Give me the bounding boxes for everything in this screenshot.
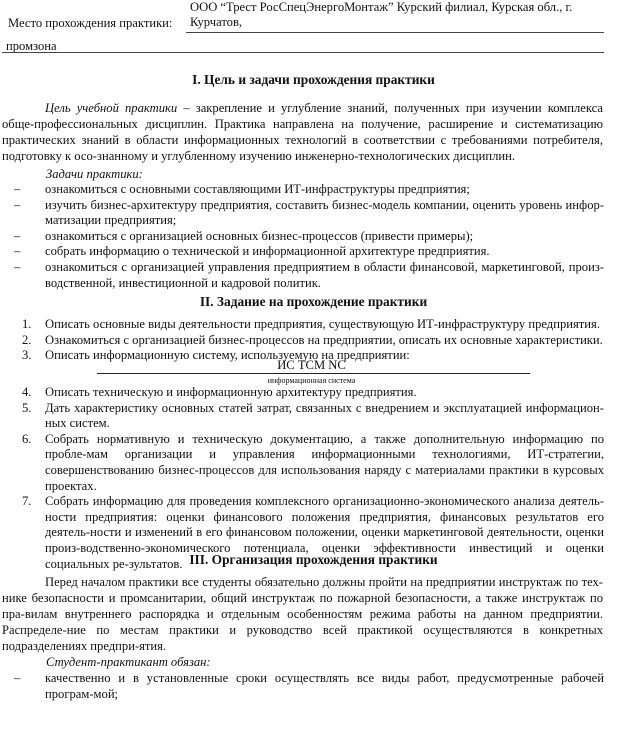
duties-list xyxy=(14,671,604,702)
goal-paragraph xyxy=(2,100,603,164)
organization-paragraph: Перед началом практики все студенты обязательно должны пройти на предприятии инструктаж по тех-нике безопасности и промсанитарии, общий инструктаж по пожарной безопасности, а также инструктаж по пра-вилам внутреннего распорядка и отдельным особенностям режима работы на данном предприятии. Распределе-ние по местам практики и руководство всей практикой осуществляются в конкретных подразделениях предпри-ятия. xyxy=(2,575,603,653)
list-item: – ознакомиться с основными составляющими ИТ-инфраструктуры предприятия; xyxy=(14,182,470,196)
tasks-label: Задачи практики: xyxy=(46,167,143,181)
list-item: 6. Собрать нормативную и техническую документацию, а также дополнительную информацию по пробле-мам организации и управления информационными технологиями, ИТ-стратегии, совершенствованию бизнес-процессов для использования наряду с материалами практики в курсовых проектах. xyxy=(22,431,604,493)
list-item: – изучить бизнес-архитектуру предприятия, составить бизнес-модель компании, оценить уровень инфор-матизации предприятия; xyxy=(14,197,604,228)
list-item: 2. Ознакомиться с организацией бизнес-процессов на предприятии, описать их основные характеристики. xyxy=(22,332,603,347)
list-item: – собрать информацию о технической и информационной архитектуре предприятия. xyxy=(14,244,490,259)
assignment-list-a xyxy=(22,317,604,364)
goal-term: Цель учебной практики xyxy=(45,101,178,115)
list-item: 1. Описать основные виды деятельности предприятия, существующую ИТ-инфраструктуру предприятия. xyxy=(22,317,600,331)
underline xyxy=(2,52,604,53)
underline xyxy=(186,32,604,33)
list-item: 7. Собрать информацию для проведения комплексного организационно-экономического анализа деятель-ности предприятия: оценки финансового положения предприятия, финансовых результатов его деятель-ности и изменений в его финансовом положении, оценки маркетинговой деятельности, оценки произ-водственно-экономического потенциала, оценки эффективности инвестиций и оценки социальных ре-зультатов. xyxy=(22,494,604,571)
section-2-title: II. Задание на прохождение практики xyxy=(199,294,428,309)
duties-label: Студент-практикант обязан: xyxy=(46,655,211,669)
info-system-caption: информационная система xyxy=(267,376,356,385)
list-item: – ознакомиться с организацией основных бизнес-процессов (привести примеры); xyxy=(14,228,474,243)
place-label: Место прохождения практики: xyxy=(8,16,173,30)
goal-text: – закрепление и углубление знаний, полученных при изучении комплекса обще-профессиональных дисциплин. Практика направлена на получение, расширение и систематизацию практических знаний в области информационных технологий в соответствии с требованиями потребителя, подготовку к осо-знанному и углубленному изучению инженерно-технологических дисциплин. xyxy=(2,101,603,163)
assignment-list-b xyxy=(22,385,604,572)
list-item: – качественно и в установленные сроки осуществлять все виды работ, предусмотренные рабочей програм-мой; xyxy=(14,671,604,701)
section-1-title: I. Цель и задачи прохождения практики xyxy=(192,72,435,87)
place-value: ООО “Трест РосСпецЭнергоМонтаж” Курский филиал, Курская обл., г. Курчатов, xyxy=(190,0,573,29)
list-item: 5. Дать характеристику основных статей затрат, связанных с внедрением и эксплуатацией информацион-ных систем. xyxy=(22,400,604,431)
list-item: – ознакомиться с организацией управления предприятием в области финансовой, маркетинговой, произ-водственной, инвестиционной и кадровой политик. xyxy=(14,259,604,290)
list-item: 3. Описать информационную систему, используемую на предприятии: xyxy=(22,348,410,363)
place-value-continuation: промзона xyxy=(6,39,57,53)
info-system-value: ИС TCM NC xyxy=(277,358,346,372)
list-item: 4. Описать техническую и информационную архитектуру предприятия. xyxy=(22,385,417,399)
tasks-list xyxy=(14,182,604,291)
section-3-title: III. Организация прохождения практики xyxy=(189,552,438,567)
underline xyxy=(97,373,530,374)
